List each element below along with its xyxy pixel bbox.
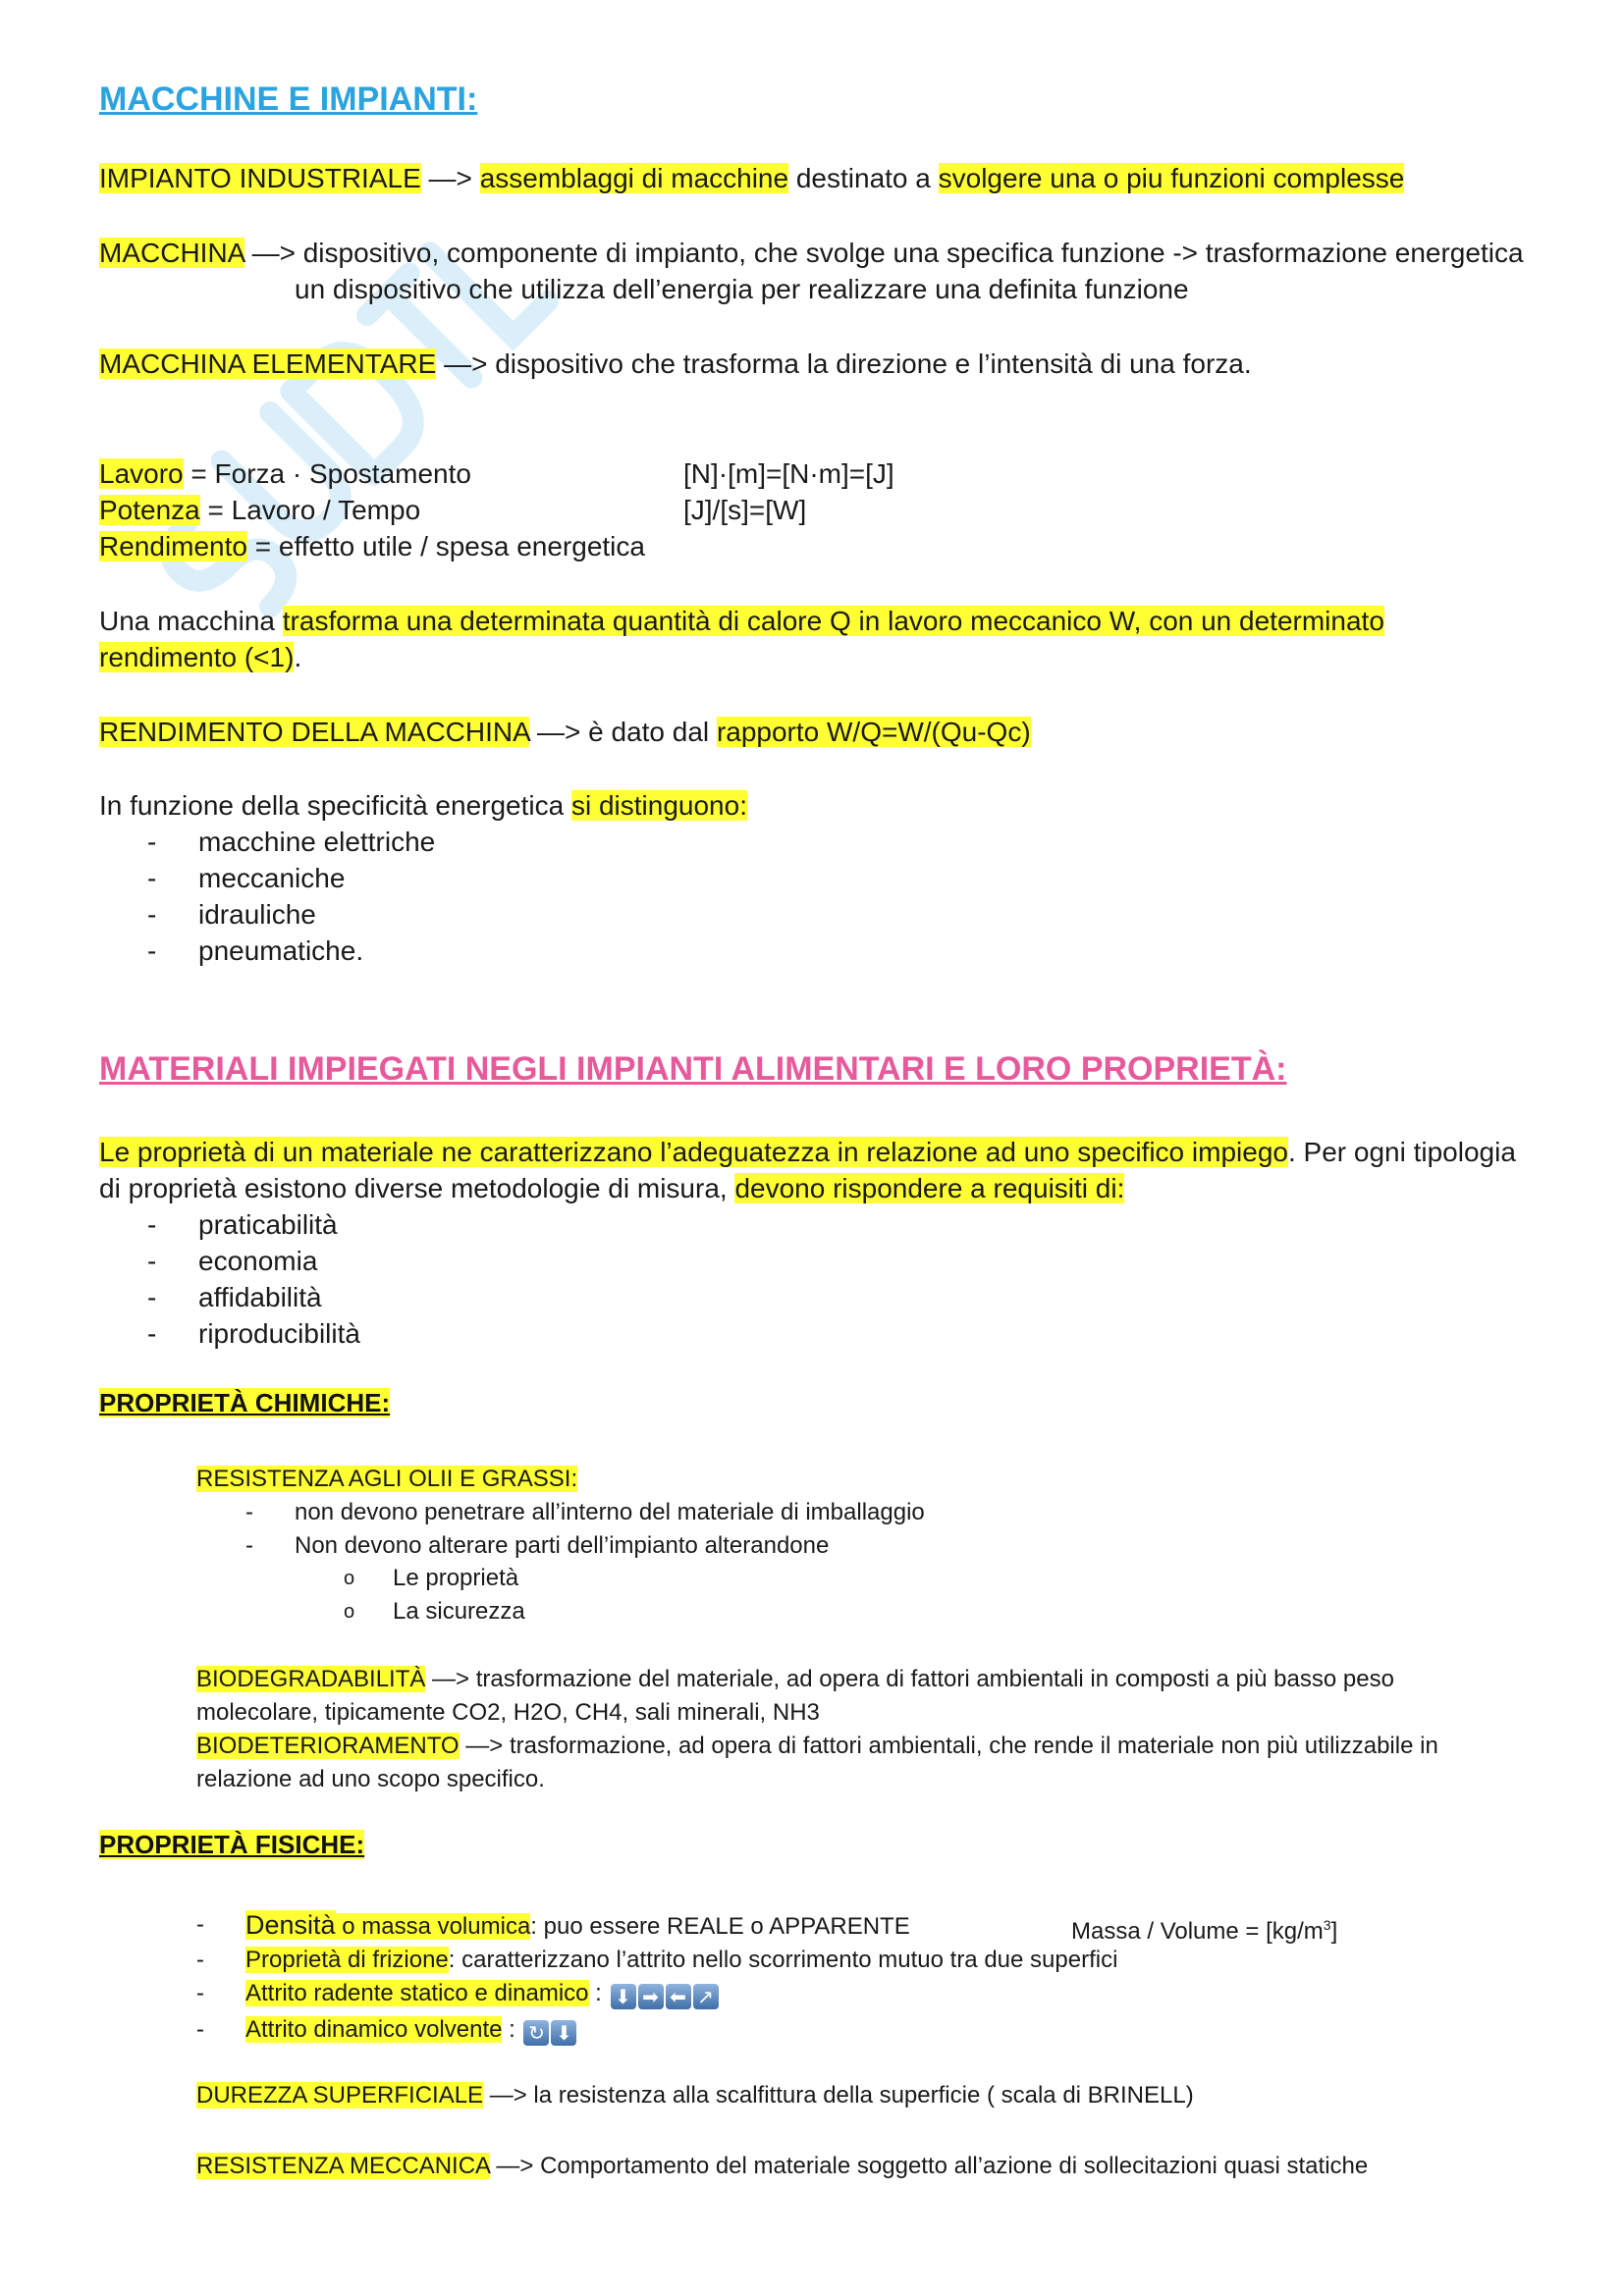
- densita-formula-close: ]: [1330, 1918, 1338, 1945]
- intro-line-2: di proprietà esistono diverse metodologie di misura,: [99, 1173, 735, 1203]
- highlight-proprieta-materiale: Le proprietà di un materiale ne caratterizzano l’adeguatezza in relazione ad uno specifico impiego: [99, 1137, 1288, 1167]
- term-densita: Densità: [245, 1910, 336, 1940]
- frizione-text: : caratterizzano l’attrito nello scorrimento mutuo tra due superfici: [448, 1947, 1118, 1973]
- meccanica-text: —> Comportamento del materiale soggetto all’azione di sollecitazioni quasi statiche: [489, 2153, 1369, 2179]
- list-resistenza-olii: [245, 1496, 925, 1563]
- highlight-rendimento-lt1: rendimento (<1): [99, 642, 295, 672]
- list-item-attrito-volvente: - Attrito dinamico volvente : ↻ ⬇: [196, 2013, 1117, 2050]
- volvente-sep: :: [502, 2016, 522, 2043]
- list-item: - idrauliche: [147, 899, 316, 930]
- section-title-materiali: MATERIALI IMPIEGATI NEGLI IMPIANTI ALIMENTARI E LORO PROPRIETÀ:: [99, 1050, 1287, 1088]
- down-arrow-icon: ⬇: [611, 1984, 636, 2009]
- list-item-text: La sicurezza: [393, 1598, 525, 1625]
- up-right-arrow-icon: ↗: [693, 1984, 719, 2009]
- list-item-text: Non devono alterare parti dell’impianto alterandone: [295, 1532, 830, 1559]
- term-macchina: MACCHINA: [99, 238, 244, 268]
- list-item: - macchine elettriche: [147, 827, 436, 857]
- term-attrito-volvente: Attrito dinamico volvente: [245, 2016, 503, 2043]
- formula-potenza: [99, 492, 420, 528]
- list-item: - non devono penetrare all’interno del materiale di imballaggio: [245, 1499, 925, 1525]
- highlight-requisiti: devono rispondere a requisiti di:: [734, 1173, 1125, 1203]
- formula-lavoro: [99, 455, 471, 492]
- section-title-macchine: MACCHINE E IMPIANTI:: [99, 80, 478, 118]
- list-proprieta-fisiche: [196, 1908, 1117, 2050]
- formula-densita: [1071, 1908, 1337, 1949]
- arrow-text: —>: [420, 163, 480, 193]
- term-biodegradabilita: BIODEGRADABILITÀ: [196, 1666, 426, 1692]
- highlight-funzioni: svolgere una o piu funzioni complesse: [938, 163, 1405, 193]
- densita-text: : puo essere REALE o APPARENTE: [530, 1913, 910, 1940]
- def-resistenza-meccanica: [196, 2150, 1368, 2183]
- highlight-assemblaggi: assemblaggi di macchine: [479, 163, 789, 193]
- list-item-text: affidabilità: [198, 1282, 322, 1312]
- def-biodegradabilita: [196, 1663, 1571, 1730]
- para-funzione: [99, 787, 747, 824]
- list-item-densita: - Densità o massa volumica: puo essere REALE o APPARENTE: [196, 1910, 910, 1940]
- list-item: - meccaniche: [147, 863, 346, 893]
- rendimento-mid: —> è dato dal: [529, 717, 717, 747]
- list-requisiti: [147, 1206, 360, 1352]
- densita-formula-text: Massa / Volume = [kg/m: [1071, 1918, 1324, 1945]
- down-arrow-icon: ⬇: [551, 2020, 576, 2046]
- term-rendimento: Rendimento: [99, 531, 247, 561]
- list-item: o La sicurezza: [344, 1598, 525, 1625]
- list-item: - riproducibilità: [147, 1318, 360, 1349]
- def-biodeterioramento: [196, 1730, 1571, 1796]
- una-macchina-post: .: [294, 642, 302, 672]
- list-item-text: pneumatiche.: [198, 935, 364, 966]
- term-resistenza-meccanica: RESISTENZA MECCANICA: [196, 2153, 490, 2179]
- resistenza-olii-label: [196, 1463, 577, 1496]
- list-item-text: meccaniche: [198, 863, 346, 893]
- formula-potenza-rest: = Lavoro / Tempo: [199, 495, 421, 525]
- list-item-text: riproducibilità: [198, 1318, 360, 1349]
- unit-potenza: [J]/[s]=[W]: [683, 495, 807, 525]
- funzione-pre: In funzione della specificità energetica: [99, 790, 571, 821]
- term-resistenza-olii: RESISTENZA AGLI OLII E GRASSI:: [196, 1466, 578, 1492]
- radente-sep: :: [588, 1980, 609, 2006]
- para-intro-materiali: [99, 1134, 1552, 1206]
- list-item-text: praticabilità: [198, 1209, 338, 1240]
- term-lavoro: Lavoro: [99, 458, 184, 489]
- macchina-elementare-text: —> dispositivo che trasforma la direzione e l’intensità di una forza.: [436, 348, 1252, 379]
- highlight-si-distinguono: si distinguono:: [570, 790, 747, 821]
- text-destinato: destinato a: [788, 163, 939, 193]
- highlight-rapporto: rapporto W/Q=W/(Qu-Qc): [716, 717, 1031, 747]
- heading-proprieta-fisiche: [99, 1830, 364, 1860]
- list-item-frizione: - Proprietà di frizione: caratterizzano l’attrito nello scorrimento mutuo tra due superfici: [196, 1947, 1118, 1973]
- list-item: - Non devono alterare parti dell’impianto alterandone: [245, 1532, 830, 1559]
- list-item-text: idrauliche: [198, 899, 316, 930]
- def-macchina-elementare: [99, 346, 1252, 382]
- biodeg-text-1: —> trasformazione del materiale, ad opera di fattori ambientali in composti a più basso peso: [425, 1666, 1394, 1692]
- list-item-text: Le proprietà: [393, 1565, 519, 1591]
- list-item-text: macchine elettriche: [198, 827, 436, 857]
- formula-rendimento: [99, 528, 645, 564]
- list-sub-proprieta: [344, 1562, 525, 1629]
- una-macchina-pre: Una macchina: [99, 606, 283, 636]
- biodeg-text-2: molecolare, tipicamente CO2, H2O, CH4, sali minerali, NH3: [196, 1699, 820, 1726]
- formula-lavoro-rest: = Forza · Spostamento: [183, 458, 471, 489]
- def-durezza: [196, 2079, 1194, 2112]
- list-item: - affidabilità: [147, 1282, 322, 1312]
- def-macchina: [99, 235, 1524, 271]
- list-item: - economia: [147, 1246, 318, 1276]
- list-tipi-macchine: [147, 824, 435, 969]
- para-una-macchina: [99, 603, 1533, 675]
- macchina-text-1: —> dispositivo, componente di impianto, che svolge una specifica funzione -> trasformazione energetica: [244, 238, 1524, 268]
- list-item-text: non devono penetrare all’interno del materiale di imballaggio: [295, 1499, 925, 1525]
- biodet-text-2: relazione ad uno scopo specifico.: [196, 1766, 545, 1792]
- intro-post-1: . Per ogni tipologia: [1287, 1137, 1516, 1167]
- rotate-arrow-icon: ↻: [523, 2020, 549, 2046]
- formula-rendimento-rest: = effetto utile / spesa energetica: [246, 531, 645, 561]
- list-item: o Le proprietà: [344, 1565, 519, 1591]
- term-frizione: Proprietà di frizione: [245, 1947, 449, 1973]
- term-rendimento-macchina: RENDIMENTO DELLA MACCHINA: [99, 717, 530, 747]
- list-item-text: economia: [198, 1246, 318, 1276]
- term-impianto: IMPIANTO INDUSTRIALE: [99, 163, 421, 193]
- durezza-text: —> la resistenza alla scalfittura della superficie ( scala di BRINELL): [483, 2082, 1194, 2109]
- list-item-attrito-radente: - Attrito radente statico e dinamico : ⬇ ➡ ⬅ ↗: [196, 1977, 1117, 2013]
- unit-lavoro: [N]·[m]=[N·m]=[J]: [683, 458, 894, 489]
- term-massa-volumica: o massa volumica: [335, 1913, 531, 1940]
- term-attrito-radente: Attrito radente statico e dinamico: [245, 1980, 589, 2006]
- left-arrow-icon: ⬅: [666, 1984, 691, 2009]
- list-item: - praticabilità: [147, 1209, 338, 1240]
- def-impianto-industriale: [99, 160, 1404, 196]
- watermark-logo: [39, 157, 668, 667]
- macchina-text-2: un dispositivo che utilizza dell’energia per realizzare una definita funzione: [295, 274, 1189, 304]
- term-durezza: DUREZZA SUPERFICIALE: [196, 2082, 484, 2109]
- heading-proprieta-chimiche: [99, 1388, 390, 1418]
- densita-exponent: 3: [1323, 1917, 1331, 1933]
- heading-text: PROPRIETÀ FISICHE:: [99, 1830, 365, 1859]
- term-macchina-elementare: MACCHINA ELEMENTARE: [99, 348, 437, 379]
- right-arrow-icon: ➡: [638, 1984, 664, 2009]
- def-rendimento-macchina: [99, 714, 1031, 750]
- heading-text: PROPRIETÀ CHIMICHE:: [99, 1388, 391, 1417]
- highlight-trasforma: trasforma una determinata quantità di calore Q in lavoro meccanico W, con un determinato: [282, 606, 1384, 636]
- term-potenza: Potenza: [99, 495, 200, 525]
- biodet-text-1: —> trasformazione, ad opera di fattori ambientali, che rende il materiale non più utilizzabile in: [459, 1733, 1438, 1759]
- list-item: - pneumatiche.: [147, 935, 364, 966]
- term-biodeterioramento: BIODETERIORAMENTO: [196, 1733, 460, 1759]
